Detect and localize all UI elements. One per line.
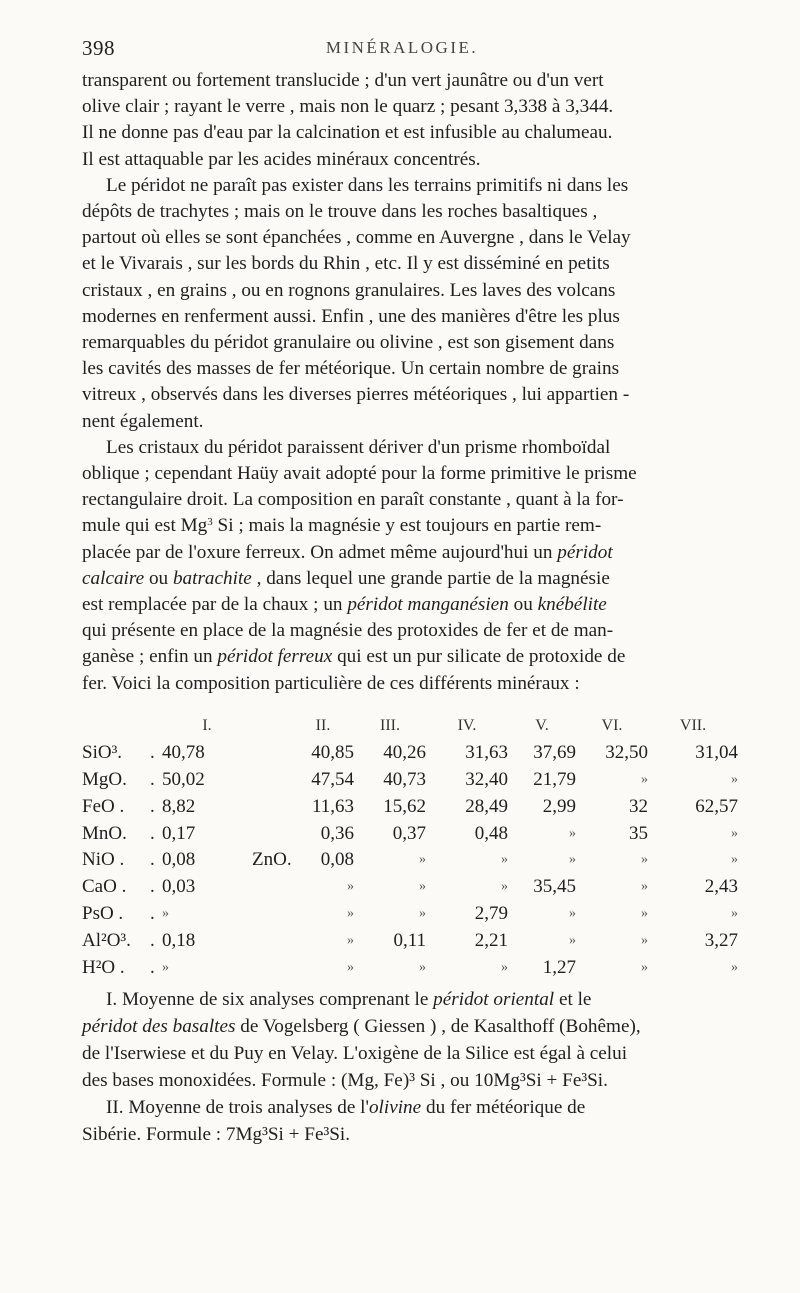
running-head: MINÉRALOGIE. bbox=[325, 38, 479, 57]
table-cell: » bbox=[569, 932, 576, 948]
table-cell: 40,26 bbox=[383, 742, 426, 764]
table-cell: » bbox=[731, 771, 738, 787]
table-cell: 62,57 bbox=[695, 795, 738, 817]
table-cell: » bbox=[569, 852, 576, 868]
text-line: Il ne donne pas d'eau par la calcination et est infusible au chalumeau. bbox=[82, 122, 613, 144]
leader-dot: . bbox=[150, 849, 155, 871]
table-cell: 0,37 bbox=[392, 822, 426, 844]
column-header: III. bbox=[380, 717, 400, 735]
text-run: et le bbox=[554, 989, 592, 1010]
text-line bbox=[82, 568, 610, 589]
table-cell: 2,79 bbox=[474, 902, 508, 924]
table-cell: 32,50 bbox=[605, 742, 648, 764]
formula-line: Sibérie. Formule : 7Mg³Si + Fe³Si. bbox=[82, 1124, 351, 1145]
leader-dot: . bbox=[150, 742, 155, 764]
italic-term: knébélite bbox=[537, 594, 607, 616]
text-line bbox=[82, 1016, 641, 1037]
row-label: CaO . bbox=[82, 876, 127, 898]
table-cell: » bbox=[731, 959, 738, 975]
leader-dot: . bbox=[150, 956, 155, 978]
column-header: I. bbox=[202, 717, 212, 735]
table-cell: 15,62 bbox=[383, 795, 426, 817]
text-line: fer. Voici la composition particulière de ces différents minéraux : bbox=[82, 672, 580, 694]
text-line: et le Vivarais , sur les bords du Rhin , etc. Il y est disséminé en petits bbox=[82, 253, 610, 275]
body-text bbox=[82, 68, 722, 697]
text-line: modernes en renferment aussi. Enfin , une des manières d'être les plus bbox=[82, 305, 620, 327]
table-cell: 0,18 bbox=[162, 929, 196, 951]
table-cell: » bbox=[641, 959, 648, 975]
text-run: II. Moyenne de trois analyses de l' bbox=[106, 1097, 369, 1118]
text-line: cristaux , en grains , ou en rognons granulaires. Les laves des volcans bbox=[82, 279, 616, 301]
text-line: Il est attaquable par les acides minéraux concentrés. bbox=[82, 148, 481, 170]
inline-label bbox=[252, 740, 292, 767]
row-label: PsO . bbox=[82, 902, 124, 924]
table-cell: » bbox=[501, 959, 508, 975]
column-header: V. bbox=[535, 717, 549, 735]
footnotes bbox=[82, 986, 722, 1148]
text-run: ganèse ; enfin un bbox=[82, 646, 218, 668]
table-cell: » bbox=[731, 852, 738, 868]
column-header: VII. bbox=[679, 717, 707, 735]
table-cell: » bbox=[501, 879, 508, 895]
inline-label bbox=[252, 820, 292, 847]
table-cell: 37,69 bbox=[533, 742, 576, 764]
table-cell: 0,03 bbox=[162, 876, 196, 898]
table-cell: » bbox=[162, 905, 169, 921]
table-cell: 11,63 bbox=[311, 795, 354, 817]
column-header: IV. bbox=[457, 717, 477, 735]
text-line: partout où elles se sont épanchées , comme en Auvergne , dans le Velay bbox=[82, 227, 631, 249]
table-cell: 35 bbox=[629, 822, 648, 844]
table-cell: 0,17 bbox=[162, 822, 196, 844]
row-label: MnO. bbox=[82, 822, 127, 844]
table-row bbox=[82, 927, 738, 954]
table-cell: 0,48 bbox=[474, 822, 508, 844]
table-cell: » bbox=[731, 825, 738, 841]
page-number: 398 bbox=[82, 36, 115, 60]
italic-term: péridot oriental bbox=[433, 989, 555, 1010]
row-label: Al²O³. bbox=[82, 929, 131, 951]
text-line: Les cristaux du péridot paraissent dériver d'un prisme rhomboïdal bbox=[106, 436, 611, 458]
table-row bbox=[82, 847, 738, 874]
composition-table bbox=[82, 713, 738, 981]
table-row bbox=[82, 740, 738, 767]
italic-term: olivine bbox=[368, 1097, 422, 1118]
row-label: NiO . bbox=[82, 849, 125, 871]
text-line: qui présente en place de la magnésie des protoxides de fer et de man- bbox=[82, 620, 614, 642]
table-header-row bbox=[82, 713, 738, 740]
table-cell: » bbox=[569, 825, 576, 841]
text-run: placée par de l'oxure ferreux. On admet même aujourd'hui un bbox=[82, 541, 558, 563]
table-cell: » bbox=[347, 879, 354, 895]
table-cell: 2,21 bbox=[474, 929, 508, 951]
table-cell: » bbox=[641, 879, 648, 895]
leader-dot: . bbox=[150, 768, 155, 790]
page-header bbox=[82, 36, 722, 66]
table-cell: » bbox=[347, 905, 354, 921]
text-line: nent également. bbox=[82, 410, 204, 432]
table-row bbox=[82, 820, 738, 847]
text-run: est remplacée par de la chaux ; un bbox=[82, 594, 348, 616]
table-cell: » bbox=[419, 959, 426, 975]
table-cell: 32 bbox=[629, 795, 648, 817]
table-cell: 0,08 bbox=[162, 849, 196, 871]
paragraph-2 bbox=[82, 173, 722, 435]
table-row bbox=[82, 874, 738, 901]
table-cell: 35,45 bbox=[533, 876, 576, 898]
italic-term: péridot bbox=[557, 541, 613, 563]
table-cell: » bbox=[419, 905, 426, 921]
table-cell: » bbox=[641, 852, 648, 868]
italic-term: péridot des basaltes bbox=[82, 1016, 236, 1037]
table-cell: » bbox=[569, 905, 576, 921]
paragraph-1 bbox=[82, 68, 722, 173]
leader-dot: . bbox=[150, 795, 155, 817]
text-line bbox=[82, 542, 613, 563]
text-line bbox=[82, 646, 625, 667]
text-run: Si ; mais la magnésie y est toujours en partie rem- bbox=[212, 515, 602, 537]
text-run: , dans lequel une grande partie de la magnésie bbox=[251, 567, 610, 589]
table-cell: 1,27 bbox=[542, 956, 576, 978]
text-run: ou bbox=[508, 594, 538, 616]
text-run: du fer météorique de bbox=[421, 1097, 586, 1118]
paragraph-3 bbox=[82, 435, 722, 697]
text-run: qui est un pur silicate de protoxide de bbox=[332, 646, 626, 668]
text-line: Le péridot ne paraît pas exister dans les terrains primitifs ni dans les bbox=[106, 174, 629, 196]
text-line: dépôts de trachytes ; mais on le trouve dans les roches basaltiques , bbox=[82, 201, 598, 223]
table-cell: » bbox=[501, 852, 508, 868]
table-row bbox=[82, 901, 738, 928]
table-row bbox=[82, 767, 738, 794]
inline-label bbox=[252, 954, 292, 981]
text-line: oblique ; cependant Haüy avait adopté pour la forme primitive le prisme bbox=[82, 463, 637, 485]
table-cell: » bbox=[162, 959, 169, 975]
table-cell: 40,73 bbox=[383, 768, 426, 790]
table-cell: 50,02 bbox=[162, 768, 205, 790]
inline-label: ZnO. bbox=[252, 849, 292, 871]
note-1 bbox=[82, 986, 722, 1094]
text-line bbox=[82, 515, 601, 536]
text-run: mule qui est Mg bbox=[82, 515, 208, 537]
text-run: ou bbox=[144, 567, 173, 589]
table-cell: 21,79 bbox=[533, 768, 576, 790]
table-cell: » bbox=[641, 771, 648, 787]
leader-dot: . bbox=[150, 876, 155, 898]
table-cell: 8,82 bbox=[162, 795, 196, 817]
table-cell: 0,11 bbox=[393, 929, 426, 951]
text-line: transparent ou fortement translucide ; d'un vert jaunâtre ou d'un vert bbox=[82, 70, 604, 91]
table-cell: 0,36 bbox=[320, 822, 354, 844]
row-label: SiO³. bbox=[82, 742, 123, 764]
table-cell: » bbox=[641, 932, 648, 948]
inline-label bbox=[252, 901, 292, 928]
table-cell: » bbox=[419, 879, 426, 895]
text-run: de Vogelsberg ( Giessen ) , de Kasalthoff (Bohême), bbox=[235, 1016, 641, 1037]
column-header: VI. bbox=[601, 717, 623, 735]
inline-label bbox=[252, 874, 292, 901]
italic-term: calcaire bbox=[82, 567, 145, 589]
text-line: de l'Iserwiese et du Puy en Velay. L'oxigène de la Silice est égal à celui bbox=[82, 1043, 628, 1064]
table-cell: 0,08 bbox=[320, 849, 354, 871]
text-line bbox=[106, 1097, 585, 1118]
row-label: H²O . bbox=[82, 956, 125, 978]
table-cell: » bbox=[347, 959, 354, 975]
table-cell: » bbox=[347, 932, 354, 948]
inline-label bbox=[252, 927, 292, 954]
table-cell: 2,99 bbox=[542, 795, 576, 817]
text-line: olive clair ; rayant le verre , mais non le quarz ; pesant 3,338 à 3,344. bbox=[82, 96, 614, 118]
table-cell: » bbox=[731, 905, 738, 921]
text-line: remarquables du péridot granulaire ou olivine , est son gisement dans bbox=[82, 332, 615, 354]
text-line bbox=[82, 594, 607, 615]
italic-term: batrachite bbox=[172, 567, 252, 589]
leader-dot: . bbox=[150, 929, 155, 951]
row-label: MgO. bbox=[82, 768, 127, 790]
table-cell: 40,85 bbox=[311, 742, 354, 764]
note-2 bbox=[82, 1094, 722, 1148]
text-line: rectangulaire droit. La composition en paraît constante , quant à la for- bbox=[82, 489, 624, 511]
table-cell: 40,78 bbox=[162, 742, 205, 764]
table-cell: 28,49 bbox=[465, 795, 508, 817]
text-line: les cavités des masses de fer météorique. Un certain nombre de grains bbox=[82, 358, 620, 380]
text-run: I. Moyenne de six analyses comprenant le bbox=[106, 989, 434, 1010]
leader-dot: . bbox=[150, 822, 155, 844]
italic-term: péridot manganésien bbox=[347, 594, 509, 616]
table-cell: 31,63 bbox=[465, 742, 508, 764]
table-cell: 3,27 bbox=[704, 929, 738, 951]
inline-label bbox=[252, 767, 292, 794]
table-cell: 47,54 bbox=[311, 768, 354, 790]
formula-line: des bases monoxidées. Formule : (Mg, Fe)³ Si , ou 10Mg³Si + Fe³Si. bbox=[82, 1070, 608, 1091]
table-cell: » bbox=[641, 905, 648, 921]
table-row bbox=[82, 793, 738, 820]
column-header: II. bbox=[315, 717, 331, 735]
superscript: 3 bbox=[207, 516, 213, 529]
text-line bbox=[106, 989, 591, 1010]
text-line: vitreux , observés dans les diverses pierres météoriques , lui appartien - bbox=[82, 384, 630, 406]
table-cell: 31,04 bbox=[695, 742, 738, 764]
table-cell: » bbox=[419, 852, 426, 868]
italic-term: péridot ferreux bbox=[217, 646, 333, 668]
leader-dot: . bbox=[150, 902, 155, 924]
table-cell: 32,40 bbox=[465, 768, 508, 790]
table-cell: 2,43 bbox=[704, 876, 738, 898]
inline-label bbox=[252, 793, 292, 820]
table-row bbox=[82, 954, 738, 981]
row-label: FeO . bbox=[82, 795, 125, 817]
